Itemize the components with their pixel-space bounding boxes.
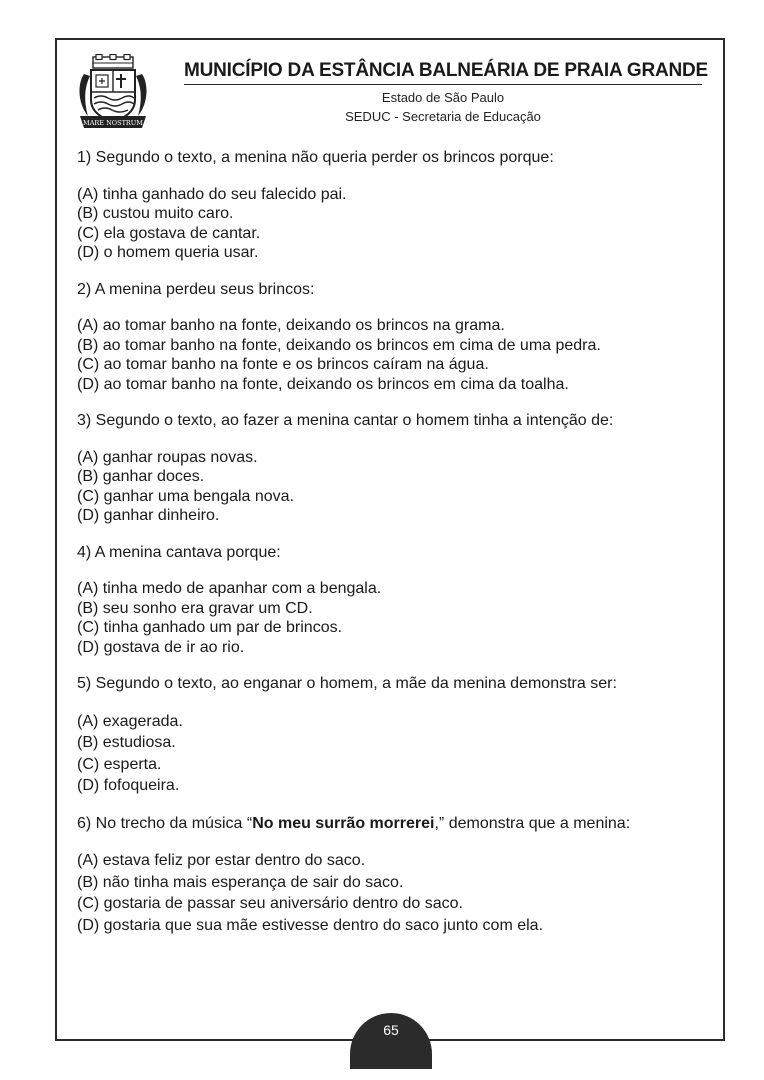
option-d: (D) ao tomar banho na fonte, deixando os brincos em cima da toalha. xyxy=(77,375,569,393)
option-b: (B) não tinha mais esperança de sair do saco. xyxy=(77,873,404,891)
option-c: (C) ela gostava de cantar. xyxy=(77,224,261,242)
option-a: (A) estava feliz por estar dentro do saco. xyxy=(77,852,366,869)
option-b: (B) estudiosa. xyxy=(77,734,176,751)
option-d: (D) ganhar dinheiro. xyxy=(77,507,220,524)
option-b: (B) ganhar doces. xyxy=(77,468,205,485)
question-5 xyxy=(77,674,707,797)
option-a: (A) tinha ganhado do seu falecido pai. xyxy=(77,185,347,203)
question-3 xyxy=(77,411,707,526)
question-text xyxy=(77,814,707,834)
option-c: (C) ganhar uma bengala nova. xyxy=(77,487,295,505)
option-d: (D) o homem queria usar. xyxy=(77,244,259,261)
option-c: (C) gostaria de passar seu aniversário dentro do saco. xyxy=(77,895,463,912)
option-c: (C) esperta. xyxy=(77,755,162,773)
option-c: (C) ao tomar banho na fonte e os brincos caíram na água. xyxy=(77,356,489,373)
question-text: 2) A menina perdeu seus brincos: xyxy=(77,280,315,298)
option-a: (A) tinha medo de apanhar com a bengala. xyxy=(77,580,382,597)
question-2 xyxy=(77,280,707,395)
municipal-crest-icon xyxy=(76,54,150,130)
option-d: (D) gostava de ir ao rio. xyxy=(77,638,245,656)
question-text: 3) Segundo o texto, ao fazer a menina cantar o homem tinha a intenção de: xyxy=(77,412,614,429)
song-excerpt: No meu surrão morrerei xyxy=(252,814,435,832)
question-4 xyxy=(77,543,707,658)
option-a: (A) ao tomar banho na fonte, deixando os brincos na grama. xyxy=(77,317,505,334)
option-c: (C) tinha ganhado um par de brincos. xyxy=(77,619,343,636)
option-b: (B) seu sonho era gravar um CD. xyxy=(77,599,313,617)
state-name: Estado de São Paulo xyxy=(381,90,505,105)
questions-list xyxy=(77,148,707,953)
option-b: (B) ao tomar banho na fonte, deixando os brincos em cima de uma pedra. xyxy=(77,336,601,354)
option-b: (B) custou muito caro. xyxy=(77,205,234,222)
question-text: 1) Segundo o texto, a menina não queria perder os brincos porque: xyxy=(77,149,554,166)
option-d: (D) fofoqueira. xyxy=(77,777,180,794)
question-text-before: 6) No trecho da música “ xyxy=(77,814,253,832)
municipality-title: MUNICÍPIO DA ESTÂNCIA BALNEÁRIA DE PRAIA GRANDE xyxy=(184,60,709,81)
crest-motto: MARE NOSTRUM xyxy=(83,119,143,127)
option-a: (A) ganhar roupas novas. xyxy=(77,448,258,466)
question-6 xyxy=(77,814,707,937)
page-number: 65 xyxy=(383,1022,399,1038)
question-1 xyxy=(77,148,707,263)
question-text-after: ,” demonstra que a menina: xyxy=(434,814,631,832)
option-a: (A) exagerada. xyxy=(77,712,183,730)
question-text: 4) A menina cantava porque: xyxy=(77,543,281,561)
department-name: SEDUC - Secretaria de Educação xyxy=(345,109,541,124)
question-text: 5) Segundo o texto, ao enganar o homem, a mãe da menina demonstra ser: xyxy=(77,675,617,692)
title-divider xyxy=(184,84,702,85)
option-d: (D) gostaria que sua mãe estivesse dentro do saco junto com ela. xyxy=(77,916,544,934)
